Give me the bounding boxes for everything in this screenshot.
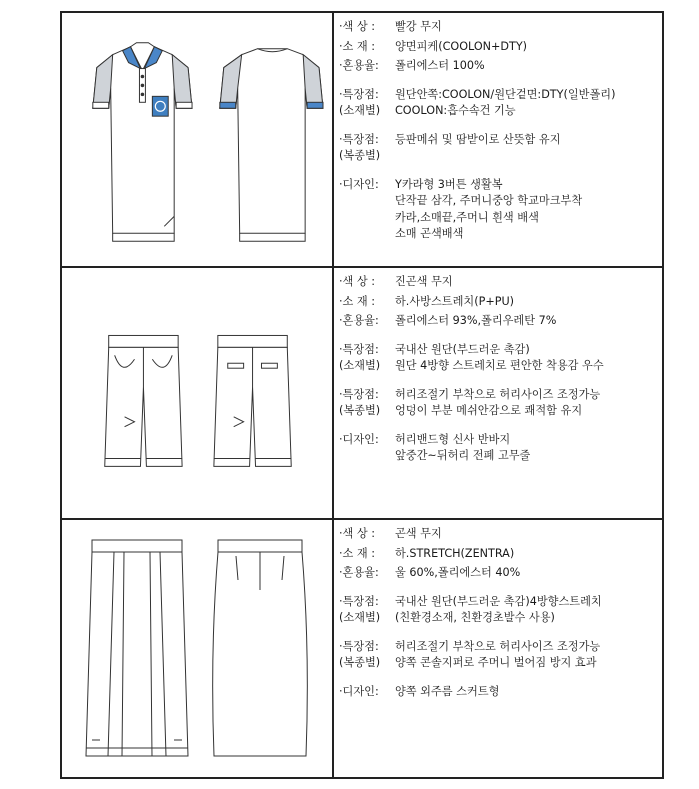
spec-item-design: [339, 432, 658, 465]
spec-label: ·특장점: (복종별): [339, 132, 381, 162]
spec-label: ·특장점: (복종별): [339, 387, 381, 417]
spec-value: 하.STRETCH(ZENTRA): [395, 546, 515, 560]
spec-list-polo: [339, 19, 658, 246]
spec-label: ·혼용율:: [339, 59, 379, 72]
spec-item-blend: [339, 313, 658, 330]
spec-label: ·디자인:: [339, 177, 379, 191]
spec-value: 곤색 무지: [395, 527, 442, 540]
row-skirt: [62, 520, 662, 777]
spec-value: 빨강 무지: [395, 20, 442, 33]
spec-label: ·소 재 :: [339, 39, 376, 53]
row-polo-shirt: [62, 13, 662, 268]
spec-label: ·특장점: (소재별): [339, 87, 381, 117]
spec-value: 폴리에스터 93%,폴리우레탄 7%: [395, 314, 557, 327]
spec-label: ·디자인:: [339, 432, 379, 446]
spec-value: 울 60%,폴리에스터 40%: [395, 566, 521, 579]
spec-item-material: [339, 546, 658, 563]
spec-value: 원단안쪽:COOLON/원단겉면:DTY(일반폴리) COOLON:흡수속건 기능: [395, 87, 616, 117]
spec-item-feature-garment: [339, 132, 658, 165]
spec-item-feature-garment: [339, 387, 658, 420]
spec-item-design: [339, 684, 658, 701]
spec-label: ·디자인:: [339, 684, 379, 698]
spec-item-color: [339, 526, 658, 543]
column-divider: [332, 520, 334, 777]
spec-value: 허리밴드형 신사 반바지 앞중간~뒤허리 전폐 고무줄: [395, 432, 531, 462]
spec-label: ·특장점: (소재별): [339, 594, 381, 624]
spec-item-blend: [339, 565, 658, 582]
spec-label: ·색 상 :: [339, 20, 376, 33]
spec-item-color: [339, 274, 658, 291]
spec-item-material: [339, 294, 658, 311]
skirt-illustration: [62, 520, 332, 777]
spec-item-feature-garment: [339, 639, 658, 672]
spec-value: 등판메쉬 및 땀받이로 산뜻함 유지: [395, 132, 561, 146]
spec-item-material: [339, 39, 658, 56]
spec-value: 허리조절기 부착으로 허리사이즈 조정가능 양쪽 콘솔지퍼로 주머니 벌어짐 방지 효과: [395, 639, 601, 669]
spec-item-feature-material: [339, 87, 658, 120]
spec-value: 국내산 원단(부드러운 촉감) 원단 4방향 스트레치로 편안한 착용감 우수: [395, 342, 604, 372]
spec-value: 하.사방스트레치(P+PU): [395, 294, 514, 308]
spec-value: 국내산 원단(부드러운 촉감)4방향스트레치 (친환경소재, 친환경초발수 사용): [395, 594, 602, 624]
column-divider: [332, 268, 334, 518]
spec-value: 진곤색 무지: [395, 275, 453, 288]
spec-item-blend: [339, 58, 658, 75]
spec-item-feature-material: [339, 342, 658, 375]
spec-value: 허리조절기 부착으로 허리사이즈 조정가능 엉덩이 부분 메쉬안감으로 쾌적함 유지: [395, 387, 601, 417]
spec-label: ·혼용율:: [339, 566, 379, 579]
spec-item-color: [339, 19, 658, 36]
row-shorts: [62, 268, 662, 520]
spec-value: 양쪽 외주름 스커트형: [395, 684, 500, 698]
spec-value: 폴리에스터 100%: [395, 59, 485, 72]
column-divider: [332, 13, 334, 266]
spec-label: ·소 재 :: [339, 294, 376, 308]
spec-label: ·색 상 :: [339, 275, 376, 288]
spec-item-feature-material: [339, 594, 658, 627]
spec-label: ·색 상 :: [339, 527, 376, 540]
shorts-illustration: [62, 268, 332, 518]
spec-label: ·특장점: (복종별): [339, 639, 381, 669]
polo-shirt-illustration: [62, 13, 332, 266]
spec-list-shorts: [339, 274, 658, 468]
spec-sheet: [60, 11, 664, 779]
spec-list-skirt: [339, 526, 658, 703]
spec-label: ·특장점: (소재별): [339, 342, 381, 372]
spec-label: ·소 재 :: [339, 546, 376, 560]
spec-value: 양면피케(COOLON+DTY): [395, 39, 528, 53]
spec-value: Y카라형 3버튼 생활복 단작끝 삼각, 주머니중앙 학교마크부착 카라,소매끝,주머니 흰색 배색 소매 곤색배색: [395, 177, 583, 240]
spec-label: ·혼용율:: [339, 314, 379, 327]
spec-item-design: [339, 177, 658, 243]
